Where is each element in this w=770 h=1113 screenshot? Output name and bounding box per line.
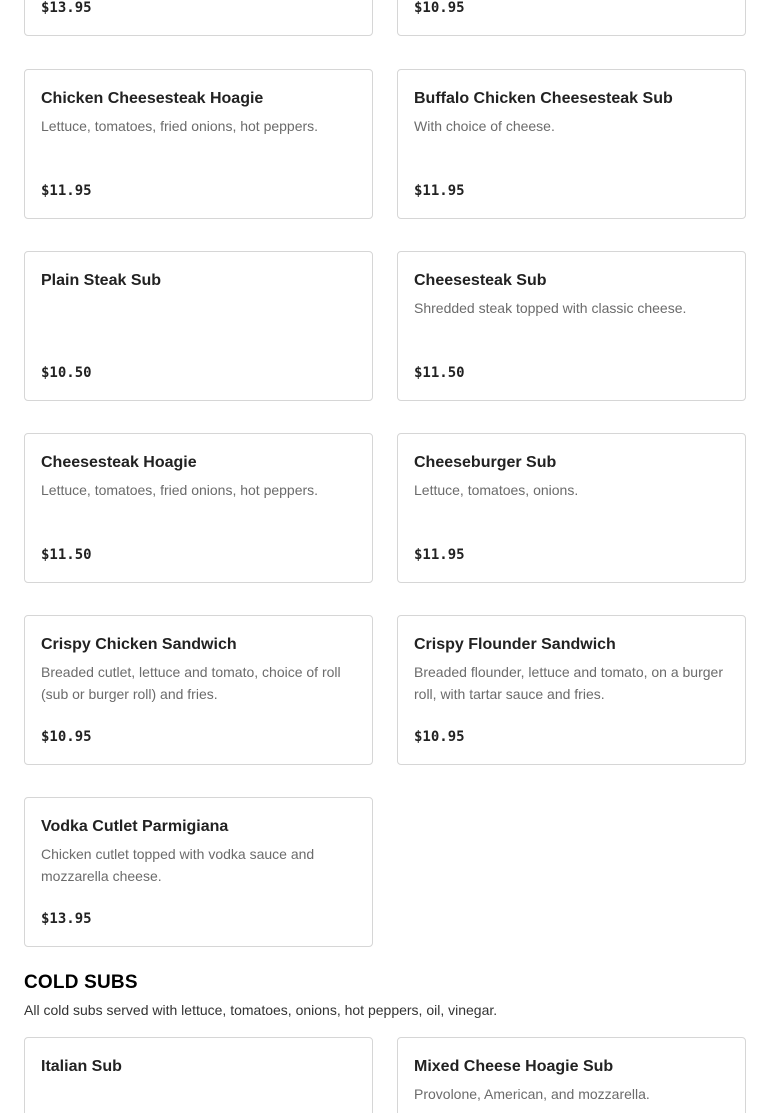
menu-item-description: Lettuce, tomatoes, fried onions, hot peppers. (41, 482, 319, 498)
menu-item-description: Lettuce, tomatoes, onions. (414, 482, 579, 498)
menu-item-price: $11.95 (414, 183, 465, 199)
menu-item-price: $11.95 (41, 183, 92, 199)
menu-item-price: $13.95 (41, 0, 92, 16)
menu-item-name: Mixed Cheese Hoagie Sub (414, 1058, 614, 1075)
menu-item-card[interactable] (24, 0, 373, 36)
menu-item-card[interactable] (24, 251, 373, 401)
menu-item-name: Chicken Cheesesteak Hoagie (41, 90, 264, 107)
section-description: All cold subs served with lettuce, tomatoes, onions, hot peppers, oil, vinegar. (24, 1002, 498, 1018)
menu-item-price: $10.95 (41, 729, 92, 745)
menu-item-name: Italian Sub (41, 1058, 122, 1075)
menu-item-name: Crispy Flounder Sandwich (414, 636, 616, 653)
menu-item-card[interactable] (397, 0, 746, 36)
menu-item-name: Vodka Cutlet Parmigiana (41, 818, 229, 835)
section-title: COLD SUBS (24, 972, 138, 993)
menu-item-name: Crispy Chicken Sandwich (41, 636, 237, 653)
menu-item-description: Breaded cutlet, lettuce and tomato, choice of roll (sub or burger roll) and fries. (41, 664, 341, 702)
menu-item-name: Buffalo Chicken Cheesesteak Sub (414, 90, 673, 107)
menu-item-description: Chicken cutlet topped with vodka sauce and mozzarella cheese. (41, 846, 315, 884)
menu-item-price: $11.50 (41, 547, 92, 563)
menu-item-card[interactable] (24, 1037, 373, 1113)
menu-item-price: $10.95 (414, 0, 465, 16)
menu-item-price: $10.95 (414, 729, 465, 745)
menu-item-card[interactable] (397, 433, 746, 583)
menu-item-price: $11.50 (414, 365, 465, 381)
menu-item-description: Provolone, American, and mozzarella. (414, 1086, 650, 1102)
menu-item-description: Shredded steak topped with classic cheese. (414, 300, 687, 316)
menu-item-card[interactable] (397, 251, 746, 401)
menu-item-card[interactable] (397, 615, 746, 765)
menu-item-card[interactable] (24, 69, 373, 219)
menu-item-card[interactable] (24, 615, 373, 765)
menu-item-card[interactable] (24, 797, 373, 947)
menu-item-name: Cheesesteak Sub (414, 272, 547, 289)
menu-item-description: Breaded flounder, lettuce and tomato, on a burger roll, with tartar sauce and fries. (414, 664, 723, 702)
menu-item-card[interactable] (24, 433, 373, 583)
menu-item-name: Cheesesteak Hoagie (41, 454, 197, 471)
menu-item-price: $10.50 (41, 365, 92, 381)
menu-item-name: Plain Steak Sub (41, 272, 162, 289)
menu-item-card[interactable] (397, 1037, 746, 1113)
menu-item-price: $13.95 (41, 911, 92, 927)
menu-item-description: Lettuce, tomatoes, fried onions, hot peppers. (41, 118, 319, 134)
menu-item-name: Cheeseburger Sub (414, 454, 557, 471)
menu-item-card[interactable] (397, 69, 746, 219)
menu-item-price: $11.95 (414, 547, 465, 563)
menu-item-description: With choice of cheese. (414, 118, 555, 134)
